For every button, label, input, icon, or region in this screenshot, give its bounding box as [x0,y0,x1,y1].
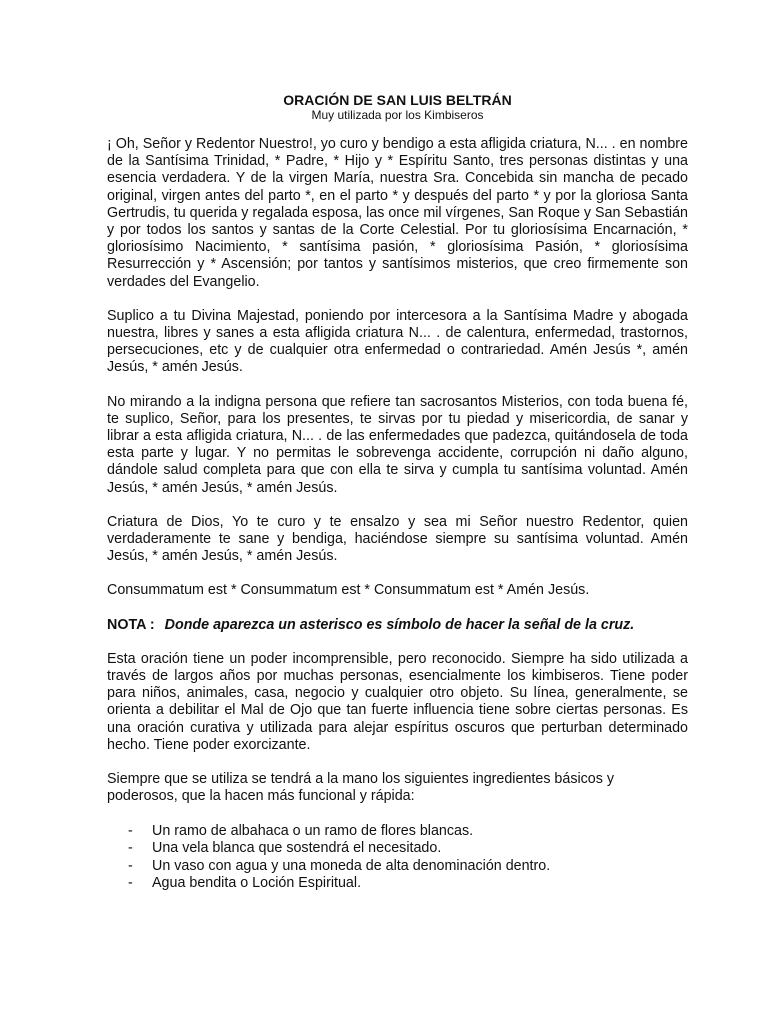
paragraph-consummatum: Consummatum est * Consummatum est * Consummatum est * Amén Jesús. [107,582,590,599]
paragraph-plea: No mirando a la indigna persona que refiere tan sacrosantos Misterios, con toda buena fé, te suplico, Señor, para los presentes, te sirvas por tu piedad y misericordia, de sanar y librar a esta afligida criatura, N... . de las enfermedades que padezca, quitándosela de toda esta parte y lugar. Y no permitas le sobrevenga accidente, corrupción ni daño alguno, dándole salud completa para que con ella te sirva y cumpla tu santísima voluntad. Amén Jesús, * amén Jesús, * amén Jesús. [107,393,688,496]
list-dash: - [128,857,133,874]
list-dash: - [128,875,133,892]
list-item [128,823,688,841]
list-item [128,840,688,858]
note-text: Donde aparezca un asterisco es símbolo de hacer la señal de la cruz. [164,616,635,633]
paragraph-blessing: Criatura de Dios, Yo te curo y te ensalzo y sea mi Señor nuestro Redentor, quien verdaderamente te sane y bendiga, haciéndose siempre su santísima voluntad. Amén Jesús, * amén Jesús, * amén Jesús. [107,513,688,565]
paragraph-invocation: ¡ Oh, Señor y Redentor Nuestro!, yo curo y bendigo a esta afligida criatura, N... . en nombre de la Santísima Trinidad, * Padre, * Hijo y * Espíritu Santo, tres personas distintas y una esencia verdadera. Y de la virgen María, nuestra Sra. Concebida sin mancha de pecado original, virgen antes del parto *, en el parto * y después del parto * y por la gloriosa Santa Gertrudis, tu querida y regalada esposa, las once mil vírgenes, San Roque y San Sebastián y por todos los santos y santas de la Corte Celestial. Por tu gloriosísima Encarnación, * gloriosísimo Nacimiento, * santísima pasión, * gloriosísima Pasión, * gloriosísima Resurrección y * Ascensión; por tantos y santísimos misterios, que creo firmemente son verdades del Evangelio. [107,136,688,290]
document-subtitle: Muy utilizada por los Kimbiseros [311,108,484,122]
list-item [128,858,688,876]
list-item-text: Un ramo de albahaca o un ramo de flores blancas. [152,822,474,839]
paragraph-supplication: Suplico a tu Divina Majestad, poniendo por intercesora a la Santísima Madre y abogada nuestra, libres y sanes a esta afligida criatura N... . de calentura, enfermedad, trastornos, persecuciones, etc y de cualquier otra enfermedad o contrariedad. Amén Jesús *, amén Jesús, * amén Jesús. [107,307,688,376]
paragraph-ingredients-intro: Siempre que se utiliza se tendrá a la mano los siguientes ingredientes básicos y poderosos, que la hacen más funcional y rápida: [107,771,615,805]
paragraph-description: Esta oración tiene un poder incomprensible, pero reconocido. Siempre ha sido utilizada a través de largos años por muchas personas, esencialmente los kimbiseros. Tiene poder para niños, animales, casa, negocio y cualquier otro objeto. Su línea, generalmente, se orienta a debilitar el Mal de Ojo que tan fuerte influencia tiene sobre ciertas personas. Es una oración curativa y utilizada para alejar espíritus oscuros que perturban determinado hecho. Tiene poder exorcizante. [107,650,688,753]
ingredients-list [128,823,688,893]
list-item-text: Un vaso con agua y una moneda de alta denominación dentro. [152,857,551,874]
list-item-text: Agua bendita o Loción Espiritual. [152,875,362,892]
list-item-text: Una vela blanca que sostendrá el necesitado. [152,840,442,857]
list-dash: - [128,822,133,839]
list-item [128,875,688,893]
note-label: NOTA : [107,616,155,633]
note [107,617,688,634]
document-title: ORACIÓN DE SAN LUIS BELTRÁN [283,92,512,108]
document-page [107,92,688,893]
list-dash: - [128,840,133,857]
